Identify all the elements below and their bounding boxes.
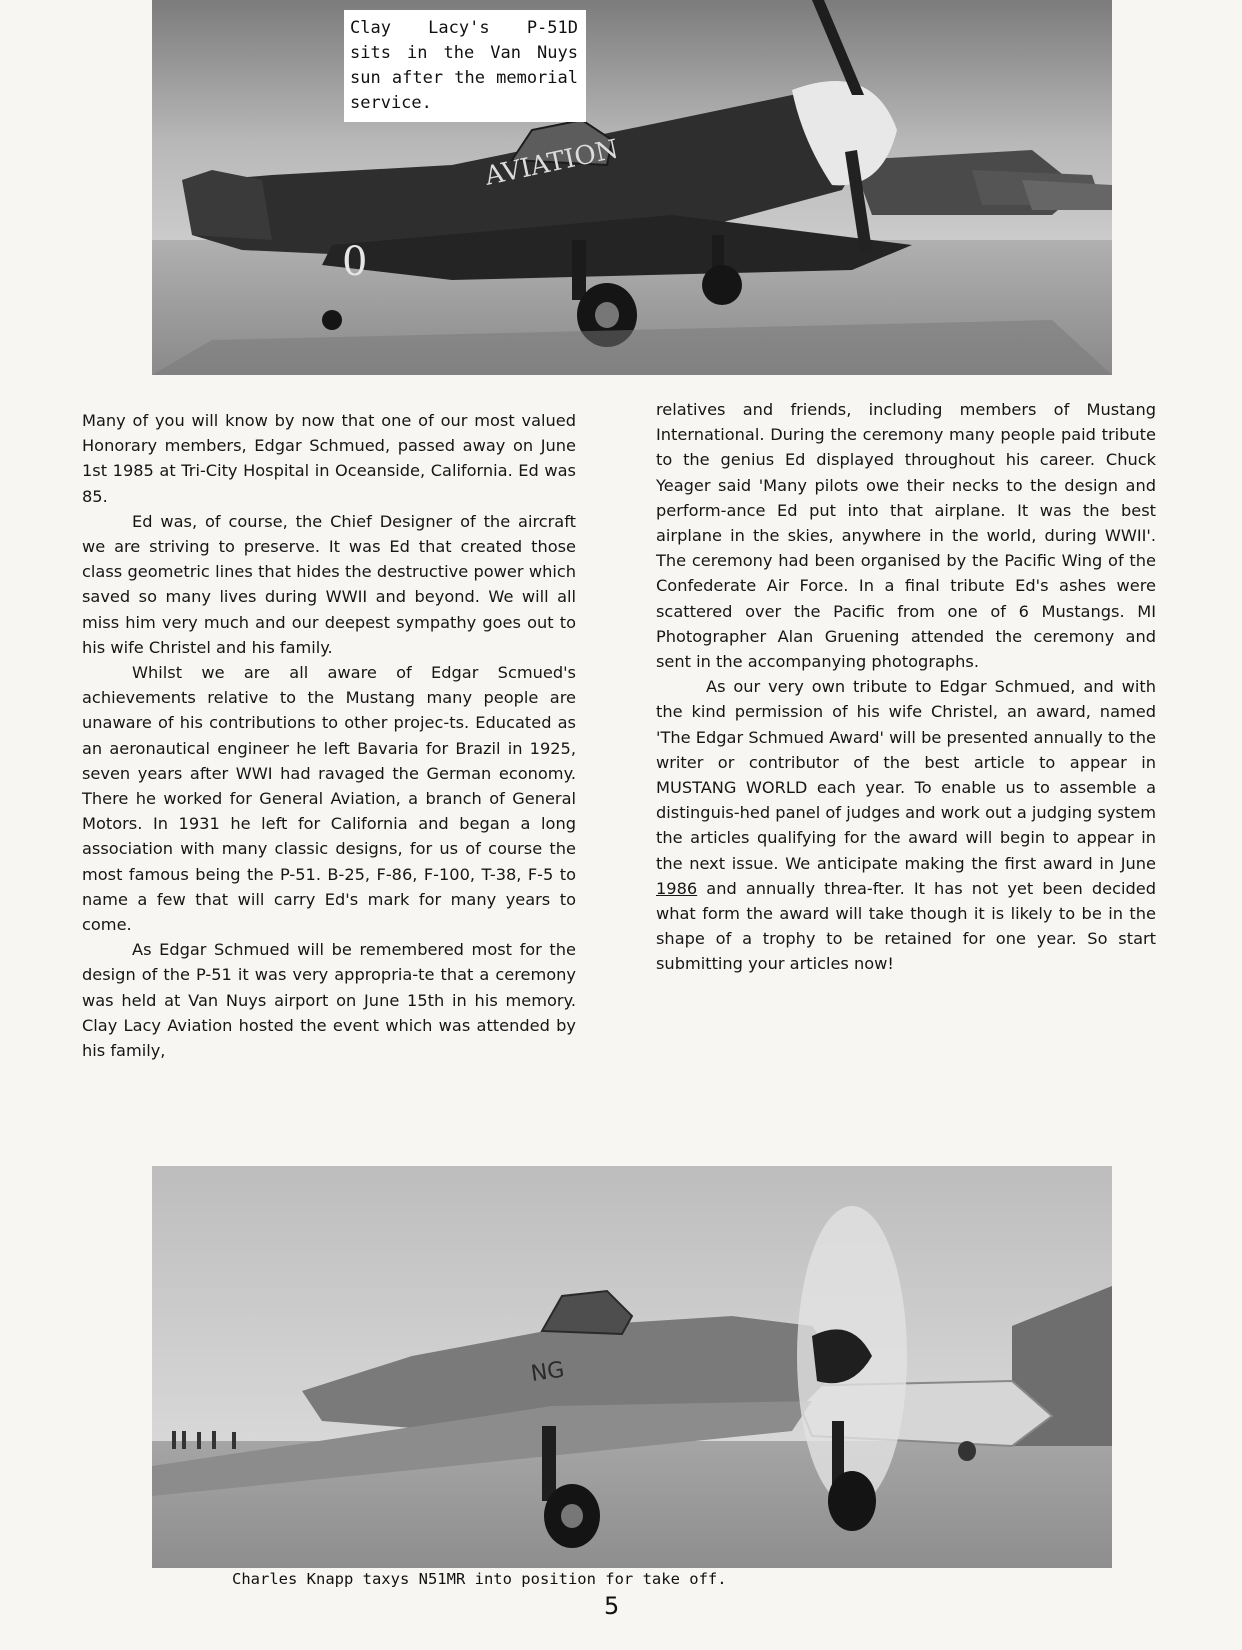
article-left-column [82,408,576,1063]
photo-top-p51d [152,0,1112,375]
photo-top-caption-line: Clay Lacy's P-51D [350,18,578,38]
photo-bottom-caption: Charles Knapp taxys N51MR into position for take off. [232,1570,727,1588]
photo-top-caption-line: sits in the Van Nuys [350,43,578,63]
article-paragraph: relatives and friends, including members of Mustang International. During the ceremony many people paid tribute to the genius Ed displayed throughout his career. Chuck Yeager said 'Many pilots owe their necks to the design and perform-ance Ed put into that airplane. It was the best airplane in the skies, anywhere in the world, during WWII'. The ceremony had been organised by the Pacific Wing of the Confederate Air Force. In a final tribute Ed's ashes were scattered over the Pacific from one of 6 Mustangs. MI Photographer Alan Gruening attended the ceremony and sent in the accompanying photographs. [656,400,1156,672]
article-paragraph: Whilst we are all aware of Edgar Scmued's achievements relative to the Mustang many people are unaware of his contributions to other projec-ts. Educated as an aeronautical engineer he left Bavaria for Brazil in 1925, seven years after WWI had ravaged the German economy. There he worked for General Aviation, a branch of General Motors. In 1931 he left for California and began a long association with many classic designs, for us of course the most famous being the P-51. B-25, F-86, F-100, T-38, F-5 to name a few that will carry Ed's mark for many years to come. [82,663,576,935]
photo-bottom-n51mr [152,1166,1112,1568]
photo-top-image [152,0,1112,375]
photo-top-fuselage-lettering: AVIATION [482,134,622,192]
photo-top-caption-line: sun after the memorial [350,68,578,88]
award-year: 1986 [656,878,698,898]
photo-top-tail-number: 0 [342,239,368,285]
article-paragraph: As Edgar Schmued will be remembered most for the design of the P-51 it was very appropria-te that a ceremony was held at Van Nuys airport on June 15th in his memory. Clay Lacy Aviation hosted the event which was attended by his family, [82,940,576,1061]
article-paragraph: Many of you will know by now that one of our most valued Honorary members, Edgar Schmued, passed away on June 1st 1985 at Tri-City Hospital in Oceanside, California. Ed was 85. [82,411,576,506]
award-text-end: and annually threa-fter. It has not yet been decided what form the award will take though it is likely to be in the shape of a trophy to be retained for one year. So start submitting your articles now! [656,878,1156,974]
article-right-column [656,397,1156,977]
photo-top-caption [344,10,586,122]
page-number: 5 [604,1592,620,1620]
award-text-start: As our very own tribute to Edgar Schmued, and with the kind permission of his wife Christel, an award, named 'The Edgar Schmued Award' will be presented annually to the writer or contributor of the best article to appear in MUSTANG WORLD each year. To enable us to assemble a distinguis-hed panel of judges and work out a judging system the articles qualifying for the award will begin to appear in the next issue. We anticipate making the first award in June [656,677,1156,873]
photo-bottom-fuselage-lettering: NG [529,1357,567,1387]
article-paragraph-award [656,674,1156,976]
photo-bottom-image [152,1166,1112,1568]
photo-top-caption-line: service. [350,93,432,113]
article-paragraph: Ed was, of course, the Chief Designer of the aircraft we are striving to preserve. It was Ed that created those class geometric lines that hides the destructive power which saved so many lives during WWII and beyond. We will all miss him very much and our deepest sympathy goes out to his wife Christel and his family. [82,511,576,657]
